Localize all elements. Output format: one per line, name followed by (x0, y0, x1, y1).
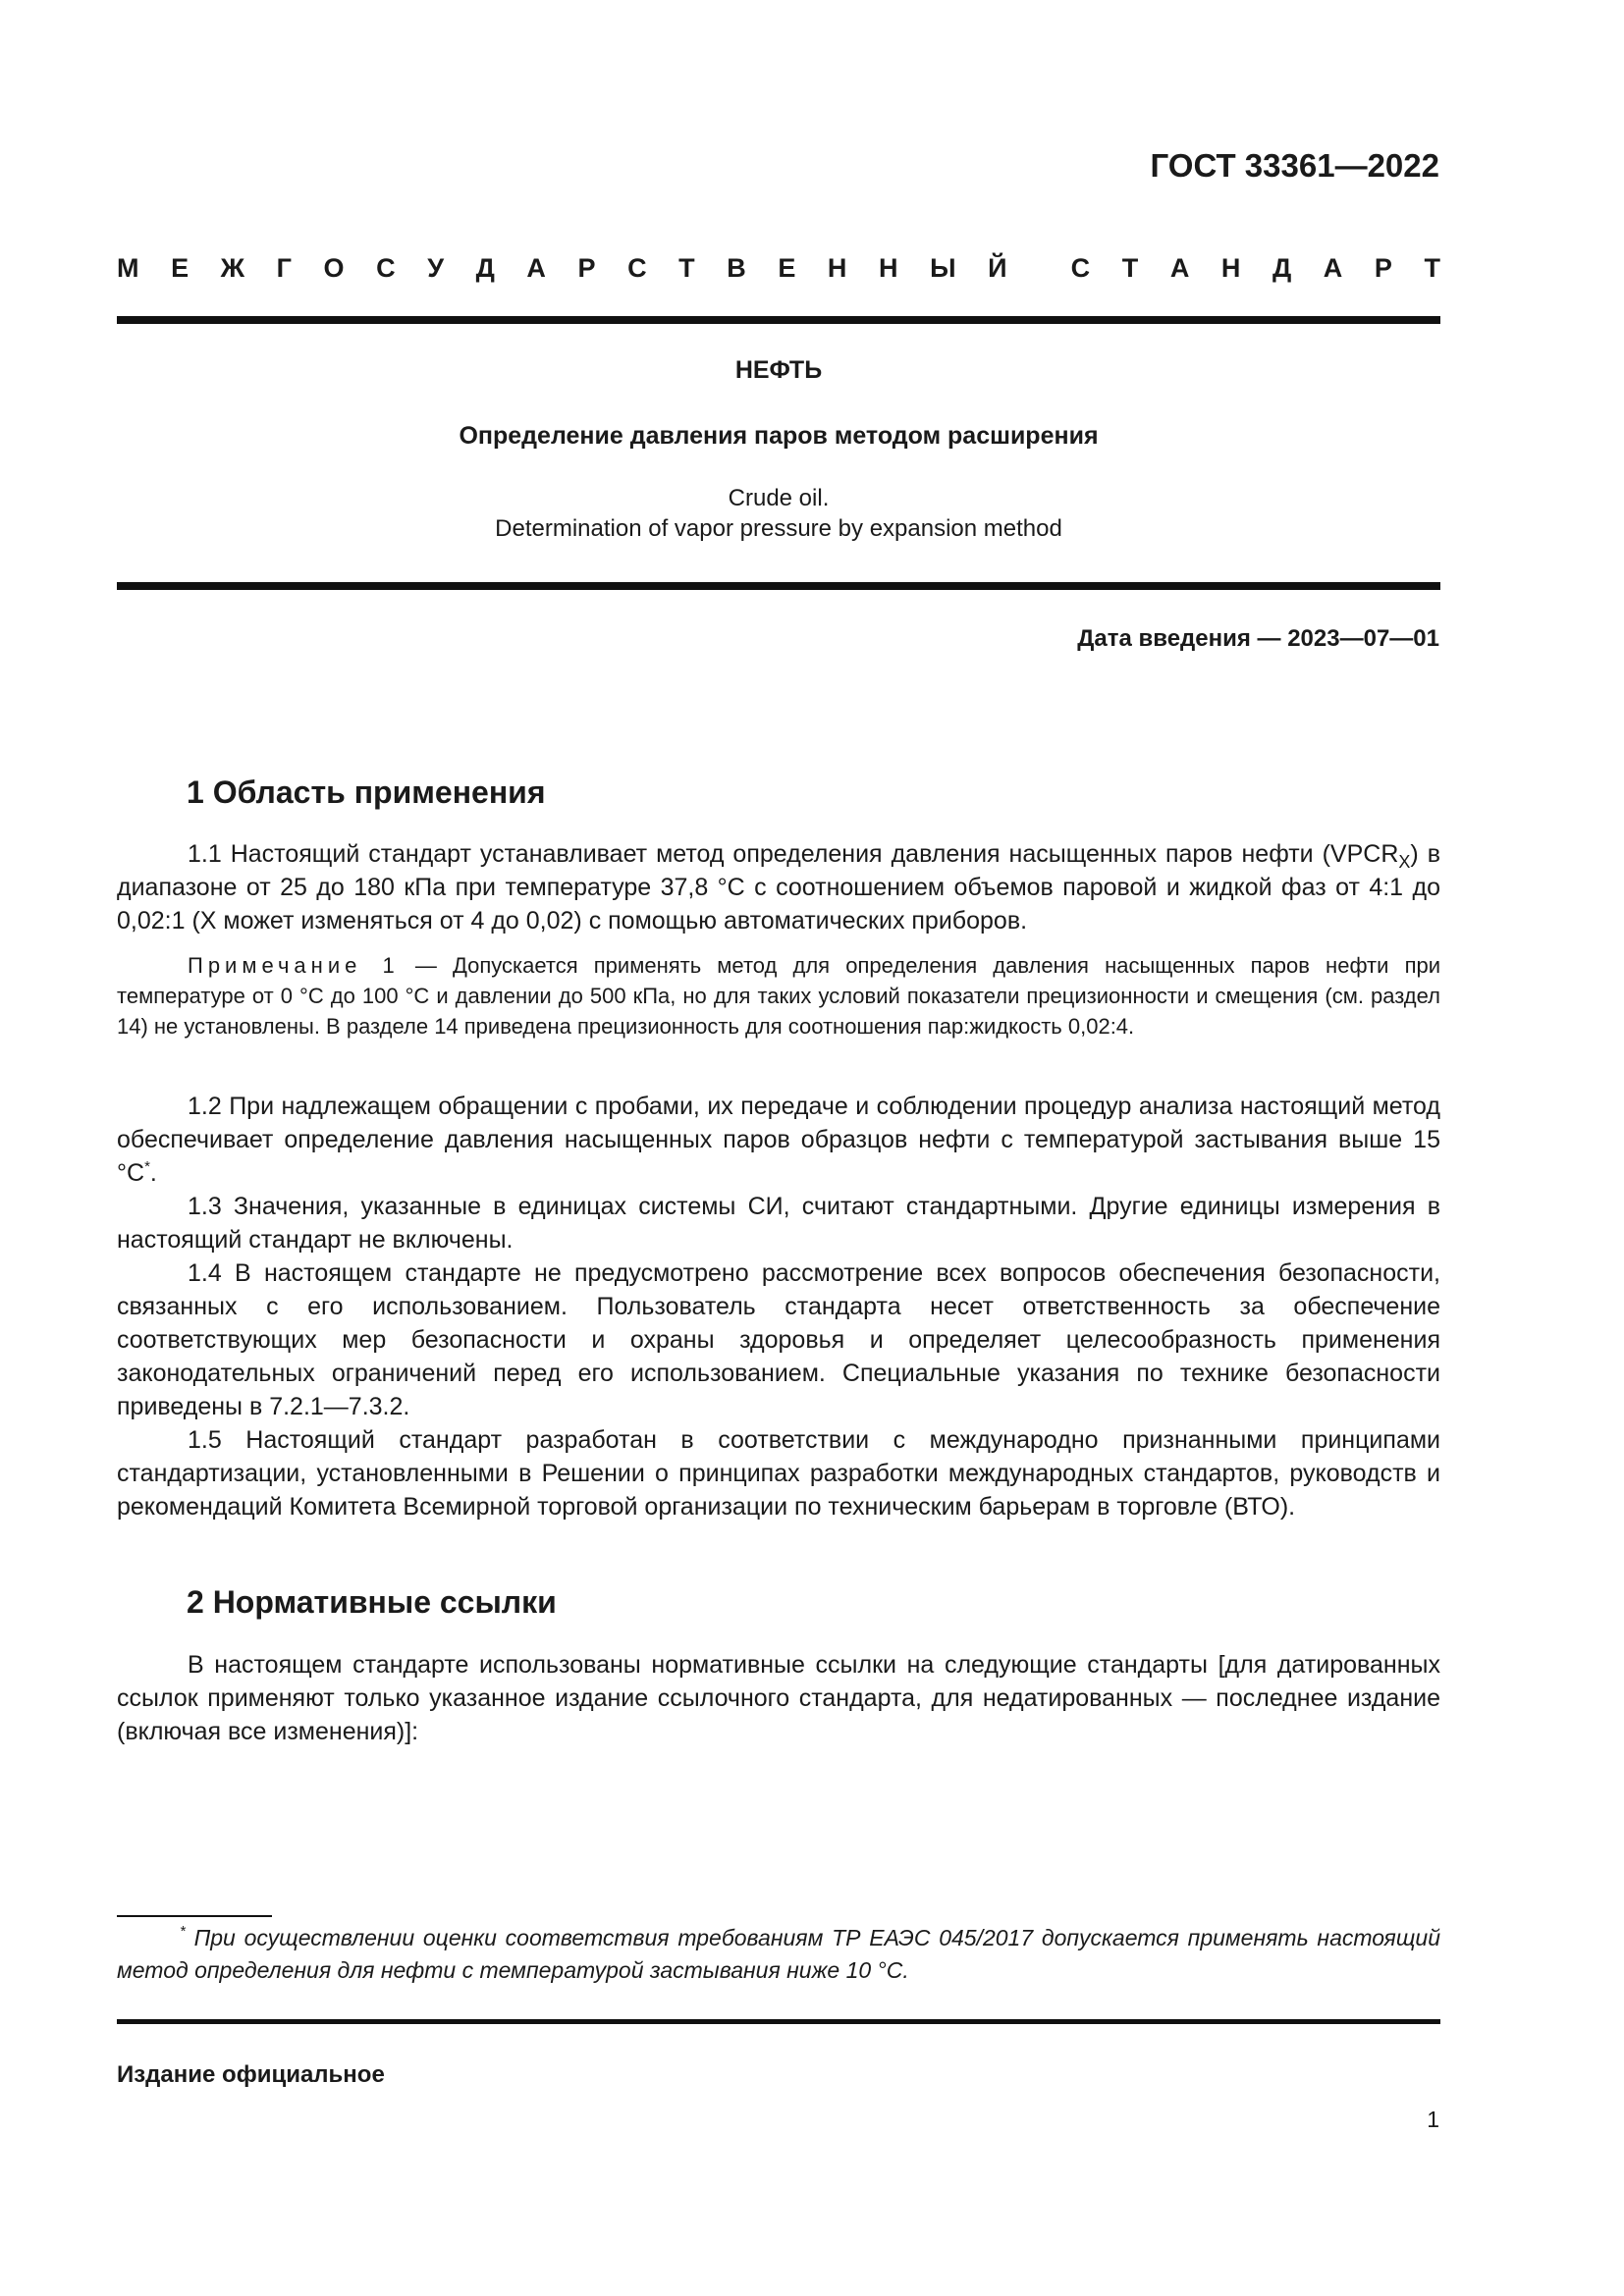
footnote-text: При осуществлении оценки соответствия требованиям ТР ЕАЭС 045/2017 допускается применять настоящий метод определения для нефти с температурой застывания ниже 10 °С. (117, 1925, 1440, 1983)
header-letter: Т (1424, 253, 1440, 283)
section-2-body (117, 1648, 1440, 1748)
note-label: Примечание 1 (188, 953, 400, 978)
title-divider (117, 582, 1440, 590)
header-letter: Е (778, 253, 796, 283)
header-letter: А (1169, 253, 1190, 283)
document-number: ГОСТ 33361—2022 (1150, 147, 1439, 184)
page-number: 1 (1427, 2107, 1439, 2132)
header-letter: Е (171, 253, 189, 283)
english-title (117, 483, 1440, 544)
introduction-date: Дата введения — 2023—07—01 (1077, 625, 1439, 652)
header-letter: А (526, 253, 546, 283)
header-letter: Т (678, 253, 695, 283)
english-title-line: Crude oil. (728, 485, 830, 511)
section-1-body (117, 837, 1440, 937)
paragraph-2: В настоящем стандарте использованы нормативные ссылки на следующие стандарты [для датированных ссылок применяют только указанное издание ссылочного стандарта, для недатированных — последнее издание (включая все изменения)]: (117, 1651, 1440, 1745)
section-heading: 1 Область применения (187, 774, 546, 810)
header-letter: Ы (930, 253, 956, 283)
paragraph-1-5: 1.5 Настоящий стандарт разработан в соответствии с международно признанными принципами стандартизации, установленными в Решении о принципах разработки международных стандартов, руководств и рекомендаций Комитета Всемирной торговой организации по техническим барьерам в торговле (ВТО). (117, 1426, 1440, 1521)
header-letter: Ж (220, 253, 245, 283)
section-heading: 2 Нормативные ссылки (187, 1584, 557, 1620)
header-letter: Д (1272, 253, 1292, 283)
header-letter: А (1323, 253, 1343, 283)
header-letter: М (117, 253, 139, 283)
edition-label: Издание официальное (117, 2061, 385, 2088)
header-letter: Н (879, 253, 898, 283)
header-letter: У (427, 253, 445, 283)
document-title: НЕФТЬ (734, 356, 823, 384)
paragraph-1-4: 1.4 В настоящем стандарте не предусмотрено рассмотрение всех вопросов обеспечения безопасности, связанных с его использованием. Пользователь стандарта несет ответственность за обеспечение соответствующих мер безопасности и охраны здоровья и определяет целесообразность применения законодательных ограничений перед его использованием. Специальные указания по технике безопасности приведены в 7.2.1—7.3.2. (117, 1259, 1440, 1420)
footnote-mark: * (180, 1923, 186, 1940)
header-letter: Р (577, 253, 596, 283)
header-divider (117, 316, 1440, 324)
paragraph-1-3: 1.3 Значения, указанные в единицах системы СИ, считают стандартными. Другие единицы измерения в настоящий стандарт не включены. (117, 1193, 1440, 1254)
header-letter: Н (827, 253, 847, 283)
footnote (117, 1922, 1440, 1987)
header-letter: Р (1374, 253, 1392, 283)
header-letter: В (727, 253, 746, 283)
header-letter: С (376, 253, 396, 283)
english-title-line: Determination of vapor pressure by expansion method (495, 515, 1062, 542)
header-letter: С (1070, 253, 1091, 283)
document-subtitle: Определение давления паров методом расширения (459, 422, 1099, 450)
header-letter: С (627, 253, 647, 283)
paragraph-1-1: 1.1 Настоящий стандарт устанавливает метод определения давления насыщенных паров нефти $(VPCR_X)$ в диапазоне от 25 до 180 кПа при температуре 37,8 °С с соотношением объемов паровой и жидкой фаз от 4:1 до 0,02:1 (X может изменяться от 4 до 0,02) с помощью автоматических приборов. (117, 840, 1440, 934)
standard-category-header (117, 253, 1440, 284)
footer-divider (117, 2019, 1440, 2024)
header-letter: Т (1121, 253, 1139, 283)
header-letter: Й (988, 253, 1007, 283)
header-letter: Н (1220, 253, 1241, 283)
header-letter: О (323, 253, 345, 283)
section-1-body-continued (117, 1090, 1440, 1523)
paragraph-1-2: 1.2 При надлежащем обращении с пробами, их передаче и соблюдении процедур анализа настоящий метод обеспечивает определение давления насыщенных паров образцов нефти с температурой застывания выше 15 °С*. (117, 1093, 1440, 1187)
header-letter: Д (475, 253, 495, 283)
header-letter: Г (276, 253, 292, 283)
footnote-separator (117, 1915, 272, 1917)
note-1 (117, 950, 1440, 1041)
note-text: — Допускается применять метод для определения давления насыщенных паров нефти при температуре от 0 °С до 100 °С и давлении до 500 кПа, но для таких условий показатели прецизионности и смещения (см. раздел 14) не установлены. В разделе 14 приведена прецизионность для соотношения пар:жидкость 0,02:4. (117, 953, 1441, 1039)
